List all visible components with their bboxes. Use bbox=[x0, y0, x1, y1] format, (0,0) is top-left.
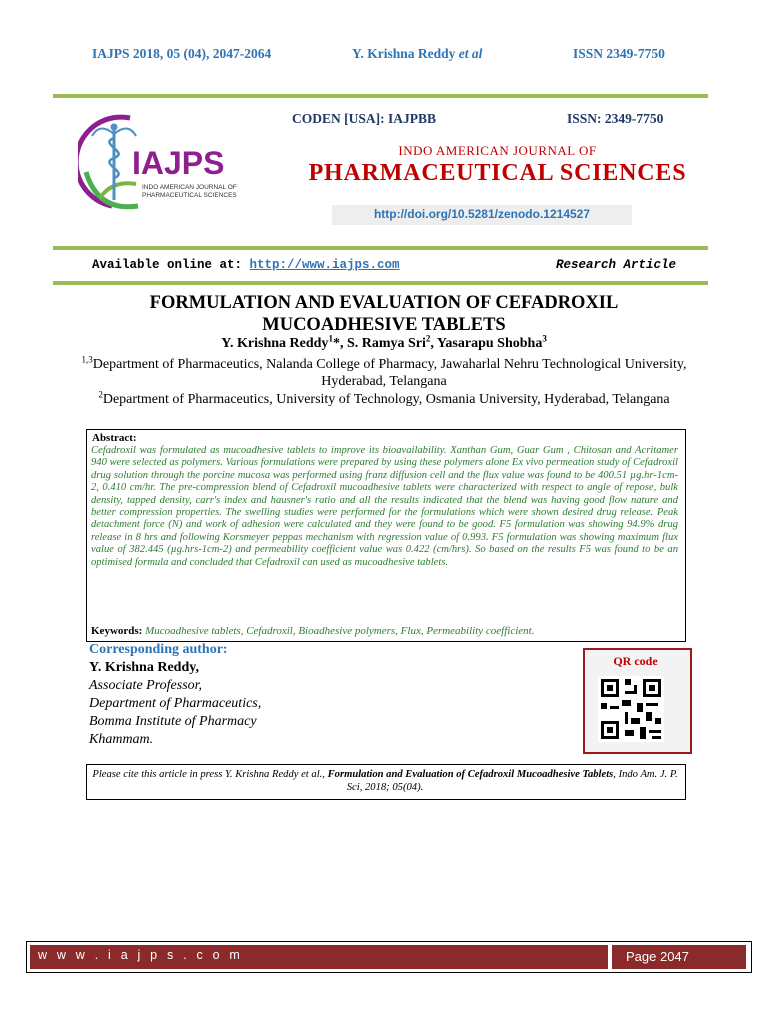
keywords bbox=[91, 625, 681, 637]
article-title bbox=[60, 292, 708, 336]
corresponding-heading: Corresponding author: bbox=[89, 642, 228, 657]
author-1-mark: *, bbox=[332, 336, 347, 351]
page-number: Page 2047 bbox=[626, 949, 689, 964]
article-type: Research Article bbox=[555, 258, 676, 272]
citation-suffix: , Indo Am. J. P. Sci, 2018; 05(04). bbox=[346, 769, 678, 793]
logo-text: IAJPS bbox=[132, 145, 225, 181]
header-author-etal: et al bbox=[458, 46, 483, 61]
footer-page-box bbox=[612, 945, 746, 969]
logo-sub1: INDO AMERICAN JOURNAL OF bbox=[142, 184, 237, 191]
corresponding-institute: Bomma Institute of Pharmacy bbox=[89, 714, 257, 729]
masthead-issn: ISSN: 2349-7750 bbox=[567, 111, 664, 126]
qr-code-icon[interactable] bbox=[598, 676, 664, 742]
author-3-sup: 3 bbox=[542, 333, 547, 344]
keywords-label: Keywords: bbox=[91, 625, 146, 637]
logo-sub2: PHARMACEUTICAL SCIENCES bbox=[142, 192, 237, 199]
journal-website-link[interactable]: http://www.iajps.com bbox=[249, 258, 400, 272]
availability-top-rule bbox=[53, 246, 708, 250]
journal-logo bbox=[78, 110, 248, 220]
footer-url[interactable]: w w w . i a j p s . c o m bbox=[38, 948, 244, 962]
author-2: S. Ramya Sri bbox=[346, 336, 426, 351]
affiliation-2-text: Department of Pharmaceutics, University of Technology, Osmania University, Hyderabad, Telangana bbox=[102, 392, 670, 407]
keywords-text: Mucoadhesive tablets, Cefadroxil, Bioadhesive polymers, Flux, Permeability coefficient. bbox=[145, 625, 535, 637]
availability-label: Available online at: bbox=[92, 258, 250, 272]
corresponding-name: Y. Krishna Reddy, bbox=[89, 660, 199, 675]
header-citation: IAJPS 2018, 05 (04), 2047-2064 bbox=[92, 46, 272, 61]
affiliation-1-text: Department of Pharmaceutics, Nalanda College of Pharmacy, Jawaharlal Nehru Technological University, Hyderabad, Telangana bbox=[92, 357, 687, 389]
author-1: Y. Krishna Reddy bbox=[221, 336, 329, 351]
header-author bbox=[352, 46, 482, 62]
author-2-sup: 2 bbox=[425, 333, 431, 344]
citation-text bbox=[90, 768, 680, 794]
abstract-heading: Abstract: bbox=[92, 432, 137, 444]
article-title-line1: FORMULATION AND EVALUATION OF CEFADROXIL bbox=[149, 293, 619, 313]
availability-bottom-rule bbox=[53, 281, 708, 285]
corresponding-department: Department of Pharmaceutics, bbox=[89, 696, 262, 711]
affiliation-2 bbox=[80, 391, 688, 408]
corresponding-title: Associate Professor, bbox=[89, 678, 203, 693]
affiliation-1 bbox=[80, 356, 688, 390]
qr-label: QR code bbox=[613, 654, 658, 668]
citation-prefix: Please cite this article in press Y. Krishna Reddy et al., bbox=[92, 769, 328, 780]
corresponding-city: Khammam. bbox=[89, 732, 154, 747]
journal-name-small: INDO AMERICAN JOURNAL OF bbox=[398, 143, 597, 158]
header-author-name: Y. Krishna Reddy bbox=[352, 46, 459, 61]
author-1-sup: 1 bbox=[328, 333, 333, 344]
article-title-line2: MUCOADHESIVE TABLETS bbox=[262, 315, 506, 335]
doi-link[interactable]: http://doi.org/10.5281/zenodo.1214527 bbox=[373, 207, 591, 221]
citation-title: Formulation and Evaluation of Cefadroxil Mucoadhesive Tablets bbox=[327, 769, 614, 780]
abstract-text: Cefadroxil was formulated as mucoadhesive tablets to improve its bioavailability. Xanthan Gum, Guar Gum , Chitosan and Acritamer 940 were selected as polymers. Various formulations were prepared by using these polymers alone Ex vivo permeation study of Cefadroxil drug solution through the porcine mucosa was performed using franz diffusion cell and the flux value was found to be 400.51 µg.hr-1cm-2, 0.410 cm/hr. The pre-compression blend of Cefadroxil mucoadhesive tablets were characterized with respect to angle of repose, bulk density, tapped density, carr's index and hausner's ratio and all the results indicated that the blend was having good flow nature and better compression properties. The swelling studies were performed for the formulations which were shown desired drug release. Peak detachment force (N) and work of adhesion were calculated and they were found to be good. F5 formulation was showing 94.9% drug release in 8 hrs and following Korsmeyer peppas mechanism with regression value of 0.993. F5 formulation was showing maximum flux value of 382.445 (µg.hrs-1cm-2) and permeability coefficient value was 0.422 (cm/hrs). So based on the results F5 was found to be an optimised formula and concluded that Cefadroxil can used as mucoadhesive tablets. bbox=[91, 445, 678, 568]
availability-line bbox=[92, 258, 400, 272]
affiliation-2-sup: 2 bbox=[98, 389, 103, 400]
journal-name-large: PHARMACEUTICAL SCIENCES bbox=[308, 160, 687, 186]
coden: CODEN [USA]: IAJPBB bbox=[292, 111, 437, 126]
affiliation-1-sup: 1,3 bbox=[81, 354, 93, 365]
header-issn: ISSN 2349-7750 bbox=[573, 46, 665, 61]
author-list: Y. Krishna Reddy$^1$*, S. Ramya Sri$^2$, Yasarapu Shobha$^3$ bbox=[221, 333, 547, 351]
header-divider bbox=[53, 94, 708, 98]
author-3: Yasarapu Shobha bbox=[436, 336, 543, 351]
logo-graphic bbox=[78, 110, 248, 220]
